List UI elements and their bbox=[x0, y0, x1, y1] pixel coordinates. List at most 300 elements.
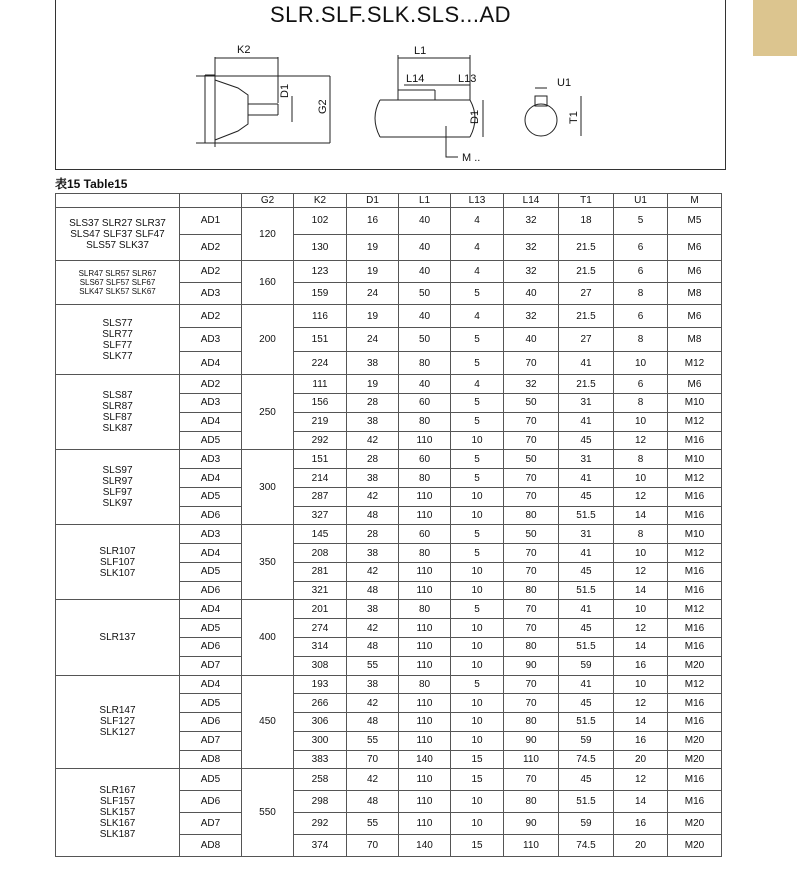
value-cell: M12 bbox=[668, 600, 722, 619]
value-cell: 5 bbox=[451, 675, 504, 694]
header-cell: L1 bbox=[399, 194, 451, 208]
value-cell: 51.5 bbox=[559, 506, 614, 525]
value-cell: 12 bbox=[614, 562, 668, 581]
g2-cell: 450 bbox=[242, 675, 294, 769]
value-cell: 110 bbox=[399, 562, 451, 581]
value-cell: M8 bbox=[668, 283, 722, 305]
value-cell: 27 bbox=[559, 328, 614, 351]
value-cell: 21.5 bbox=[559, 234, 614, 261]
adapter-cell: AD5 bbox=[180, 769, 242, 791]
adapter-cell: AD2 bbox=[180, 375, 242, 394]
header-cell bbox=[180, 194, 242, 208]
value-cell: 70 bbox=[504, 487, 559, 506]
model-name: SLS47 SLF37 SLF47 bbox=[70, 228, 165, 240]
value-cell: 80 bbox=[399, 544, 451, 563]
value-cell: 70 bbox=[504, 619, 559, 638]
value-cell: 38 bbox=[347, 544, 399, 563]
value-cell: 10 bbox=[451, 731, 504, 750]
value-cell: 70 bbox=[504, 694, 559, 713]
value-cell: M12 bbox=[668, 469, 722, 488]
value-cell: 80 bbox=[504, 581, 559, 600]
value-cell: 4 bbox=[451, 208, 504, 235]
value-cell: M20 bbox=[668, 656, 722, 675]
value-cell: 12 bbox=[614, 769, 668, 791]
value-cell: 123 bbox=[294, 261, 347, 283]
value-cell: 110 bbox=[399, 694, 451, 713]
value-cell: 12 bbox=[614, 431, 668, 450]
adapter-cell: AD3 bbox=[180, 394, 242, 413]
value-cell: 8 bbox=[614, 394, 668, 413]
value-cell: 130 bbox=[294, 234, 347, 261]
value-cell: 45 bbox=[559, 431, 614, 450]
value-cell: 42 bbox=[347, 769, 399, 791]
table-row bbox=[56, 261, 722, 283]
adapter-cell: AD6 bbox=[180, 713, 242, 732]
value-cell: 80 bbox=[504, 713, 559, 732]
value-cell: 16 bbox=[614, 731, 668, 750]
adapter-cell: AD4 bbox=[180, 469, 242, 488]
model-name: SLS57 SLK37 bbox=[86, 239, 149, 251]
value-cell: 159 bbox=[294, 283, 347, 305]
value-cell: M16 bbox=[668, 638, 722, 657]
value-cell: 321 bbox=[294, 581, 347, 600]
value-cell: 15 bbox=[451, 750, 504, 769]
value-cell: 8 bbox=[614, 328, 668, 351]
value-cell: 6 bbox=[614, 261, 668, 283]
value-cell: M12 bbox=[668, 351, 722, 374]
adapter-cell: AD4 bbox=[180, 544, 242, 563]
value-cell: 70 bbox=[504, 351, 559, 374]
model-name: SLR107 bbox=[99, 545, 136, 557]
value-cell: 19 bbox=[347, 234, 399, 261]
adapter-cell: AD6 bbox=[180, 638, 242, 657]
header-cell bbox=[56, 194, 180, 208]
value-cell: 14 bbox=[614, 791, 668, 813]
value-cell: 80 bbox=[399, 469, 451, 488]
model-name: SLS67 SLF57 SLF67 bbox=[79, 278, 156, 288]
value-cell: 110 bbox=[399, 813, 451, 835]
value-cell: 80 bbox=[399, 675, 451, 694]
value-cell: 110 bbox=[399, 769, 451, 791]
value-cell: 208 bbox=[294, 544, 347, 563]
value-cell: 70 bbox=[504, 675, 559, 694]
header-cell: K2 bbox=[294, 194, 347, 208]
value-cell: 10 bbox=[451, 506, 504, 525]
table-row bbox=[56, 675, 722, 694]
adapter-cell: AD2 bbox=[180, 261, 242, 283]
value-cell: 28 bbox=[347, 525, 399, 544]
model-name: SLF97 bbox=[102, 487, 133, 499]
value-cell: 80 bbox=[504, 506, 559, 525]
model-name: SLF107 bbox=[99, 556, 136, 568]
g2-cell: 350 bbox=[242, 525, 294, 600]
value-cell: 32 bbox=[504, 375, 559, 394]
value-cell: 32 bbox=[504, 261, 559, 283]
value-cell: 258 bbox=[294, 769, 347, 791]
value-cell: 60 bbox=[399, 450, 451, 469]
value-cell: 5 bbox=[451, 412, 504, 431]
value-cell: 308 bbox=[294, 656, 347, 675]
value-cell: 140 bbox=[399, 835, 451, 857]
model-list-cell bbox=[56, 375, 180, 450]
dim-l14-label: L14 bbox=[406, 73, 425, 85]
value-cell: 16 bbox=[614, 656, 668, 675]
value-cell: 48 bbox=[347, 791, 399, 813]
dim-d1-mid-label: D1 bbox=[469, 109, 481, 124]
value-cell: 50 bbox=[504, 450, 559, 469]
value-cell: 20 bbox=[614, 835, 668, 857]
adapter-cell: AD4 bbox=[180, 351, 242, 374]
model-name: SLK47 SLK57 SLK67 bbox=[79, 287, 156, 297]
adapter-cell: AD5 bbox=[180, 619, 242, 638]
value-cell: M20 bbox=[668, 750, 722, 769]
value-cell: M10 bbox=[668, 450, 722, 469]
adapter-cell: AD5 bbox=[180, 562, 242, 581]
model-list-cell bbox=[56, 525, 180, 600]
g2-cell: 400 bbox=[242, 600, 294, 675]
model-name: SLK167 bbox=[99, 818, 136, 830]
value-cell: 51.5 bbox=[559, 713, 614, 732]
value-cell: 5 bbox=[451, 351, 504, 374]
value-cell: 5 bbox=[451, 394, 504, 413]
value-cell: 90 bbox=[504, 731, 559, 750]
value-cell: 41 bbox=[559, 412, 614, 431]
adapter-cell: AD6 bbox=[180, 791, 242, 813]
adapter-cell: AD2 bbox=[180, 234, 242, 261]
value-cell: 5 bbox=[451, 328, 504, 351]
adapter-cell: AD4 bbox=[180, 675, 242, 694]
value-cell: 70 bbox=[347, 835, 399, 857]
value-cell: 10 bbox=[451, 656, 504, 675]
adapter-cell: AD7 bbox=[180, 731, 242, 750]
value-cell: 374 bbox=[294, 835, 347, 857]
value-cell: 20 bbox=[614, 750, 668, 769]
value-cell: 41 bbox=[559, 469, 614, 488]
value-cell: 42 bbox=[347, 431, 399, 450]
model-list-cell bbox=[56, 208, 180, 261]
value-cell: M6 bbox=[668, 304, 722, 327]
header-row bbox=[56, 194, 722, 208]
value-cell: M16 bbox=[668, 562, 722, 581]
value-cell: 314 bbox=[294, 638, 347, 657]
value-cell: 300 bbox=[294, 731, 347, 750]
value-cell: 51.5 bbox=[559, 581, 614, 600]
value-cell: 193 bbox=[294, 675, 347, 694]
value-cell: 219 bbox=[294, 412, 347, 431]
value-cell: 74.5 bbox=[559, 750, 614, 769]
adapter-cell: AD1 bbox=[180, 208, 242, 235]
value-cell: 50 bbox=[504, 394, 559, 413]
header-cell: D1 bbox=[347, 194, 399, 208]
value-cell: 40 bbox=[399, 208, 451, 235]
value-cell: 10 bbox=[451, 431, 504, 450]
value-cell: 110 bbox=[504, 835, 559, 857]
value-cell: 60 bbox=[399, 525, 451, 544]
value-cell: 24 bbox=[347, 328, 399, 351]
value-cell: 292 bbox=[294, 431, 347, 450]
value-cell: 16 bbox=[614, 813, 668, 835]
model-list-cell bbox=[56, 450, 180, 525]
g2-cell: 160 bbox=[242, 261, 294, 305]
value-cell: 151 bbox=[294, 450, 347, 469]
value-cell: 32 bbox=[504, 304, 559, 327]
adapter-cell: AD7 bbox=[180, 656, 242, 675]
value-cell: 41 bbox=[559, 351, 614, 374]
value-cell: 19 bbox=[347, 304, 399, 327]
adapter-cell: AD5 bbox=[180, 694, 242, 713]
value-cell: 70 bbox=[504, 431, 559, 450]
adapter-cell: AD8 bbox=[180, 750, 242, 769]
value-cell: 90 bbox=[504, 656, 559, 675]
adapter-cell: AD2 bbox=[180, 304, 242, 327]
value-cell: 74.5 bbox=[559, 835, 614, 857]
adapter-cell: AD5 bbox=[180, 431, 242, 450]
model-name: SLK157 bbox=[99, 807, 136, 819]
value-cell: 59 bbox=[559, 656, 614, 675]
value-cell: 38 bbox=[347, 412, 399, 431]
value-cell: 21.5 bbox=[559, 304, 614, 327]
value-cell: 42 bbox=[347, 619, 399, 638]
value-cell: 19 bbox=[347, 261, 399, 283]
value-cell: 140 bbox=[399, 750, 451, 769]
header-cell: L13 bbox=[451, 194, 504, 208]
value-cell: 116 bbox=[294, 304, 347, 327]
adapter-cell: AD4 bbox=[180, 412, 242, 431]
dimension-drawing bbox=[0, 0, 797, 172]
model-name: SLK127 bbox=[99, 727, 136, 739]
value-cell: 12 bbox=[614, 619, 668, 638]
value-cell: 80 bbox=[399, 351, 451, 374]
value-cell: 45 bbox=[559, 694, 614, 713]
g2-cell: 200 bbox=[242, 304, 294, 374]
model-name: SLR87 bbox=[102, 401, 133, 413]
value-cell: 40 bbox=[399, 234, 451, 261]
dim-d1-label: D1 bbox=[279, 83, 291, 98]
value-cell: 14 bbox=[614, 638, 668, 657]
value-cell: M16 bbox=[668, 694, 722, 713]
value-cell: 10 bbox=[451, 694, 504, 713]
value-cell: 27 bbox=[559, 283, 614, 305]
value-cell: 45 bbox=[559, 769, 614, 791]
value-cell: 21.5 bbox=[559, 375, 614, 394]
value-cell: 31 bbox=[559, 450, 614, 469]
value-cell: 70 bbox=[504, 600, 559, 619]
value-cell: M16 bbox=[668, 713, 722, 732]
value-cell: 14 bbox=[614, 506, 668, 525]
adapter-cell: AD3 bbox=[180, 283, 242, 305]
value-cell: 4 bbox=[451, 375, 504, 394]
value-cell: 281 bbox=[294, 562, 347, 581]
value-cell: M16 bbox=[668, 431, 722, 450]
value-cell: 110 bbox=[399, 731, 451, 750]
model-name: SLS87 bbox=[102, 390, 133, 402]
model-name: SLF87 bbox=[102, 412, 133, 424]
value-cell: 10 bbox=[451, 791, 504, 813]
value-cell: M20 bbox=[668, 731, 722, 750]
page-title: SLR.SLF.SLK.SLS...AD bbox=[269, 2, 512, 27]
value-cell: 5 bbox=[451, 544, 504, 563]
value-cell: 10 bbox=[451, 638, 504, 657]
value-cell: 42 bbox=[347, 562, 399, 581]
value-cell: 40 bbox=[399, 375, 451, 394]
value-cell: 5 bbox=[451, 450, 504, 469]
value-cell: 10 bbox=[451, 562, 504, 581]
value-cell: 31 bbox=[559, 394, 614, 413]
value-cell: 55 bbox=[347, 813, 399, 835]
value-cell: 80 bbox=[504, 638, 559, 657]
value-cell: 50 bbox=[399, 283, 451, 305]
value-cell: 50 bbox=[399, 328, 451, 351]
model-name: SLK87 bbox=[102, 423, 133, 435]
value-cell: M16 bbox=[668, 506, 722, 525]
value-cell: 48 bbox=[347, 506, 399, 525]
value-cell: 5 bbox=[451, 525, 504, 544]
value-cell: M16 bbox=[668, 791, 722, 813]
model-name: SLR47 SLR57 SLR67 bbox=[78, 269, 157, 279]
adapter-cell: AD3 bbox=[180, 328, 242, 351]
value-cell: 224 bbox=[294, 351, 347, 374]
table-row bbox=[56, 208, 722, 235]
adapter-cell: AD6 bbox=[180, 581, 242, 600]
value-cell: 110 bbox=[399, 506, 451, 525]
value-cell: 38 bbox=[347, 675, 399, 694]
table-body bbox=[56, 208, 722, 857]
value-cell: 50 bbox=[504, 525, 559, 544]
value-cell: 8 bbox=[614, 525, 668, 544]
value-cell: 70 bbox=[504, 469, 559, 488]
value-cell: M6 bbox=[668, 234, 722, 261]
adapter-cell: AD7 bbox=[180, 813, 242, 835]
model-name: SLF157 bbox=[99, 796, 136, 808]
value-cell: 102 bbox=[294, 208, 347, 235]
adapter-cell: AD6 bbox=[180, 506, 242, 525]
value-cell: 274 bbox=[294, 619, 347, 638]
value-cell: 59 bbox=[559, 731, 614, 750]
value-cell: 110 bbox=[399, 619, 451, 638]
value-cell: 4 bbox=[451, 261, 504, 283]
value-cell: 110 bbox=[399, 487, 451, 506]
value-cell: 51.5 bbox=[559, 791, 614, 813]
value-cell: 5 bbox=[451, 600, 504, 619]
value-cell: 6 bbox=[614, 234, 668, 261]
value-cell: 266 bbox=[294, 694, 347, 713]
table-row bbox=[56, 450, 722, 469]
value-cell: 110 bbox=[399, 791, 451, 813]
value-cell: 45 bbox=[559, 619, 614, 638]
value-cell: 41 bbox=[559, 600, 614, 619]
value-cell: 14 bbox=[614, 713, 668, 732]
dim-k2-label: K2 bbox=[237, 44, 251, 56]
value-cell: 298 bbox=[294, 791, 347, 813]
value-cell: M20 bbox=[668, 813, 722, 835]
value-cell: M16 bbox=[668, 619, 722, 638]
value-cell: 31 bbox=[559, 525, 614, 544]
value-cell: 24 bbox=[347, 283, 399, 305]
value-cell: 306 bbox=[294, 713, 347, 732]
value-cell: 6 bbox=[614, 375, 668, 394]
value-cell: 145 bbox=[294, 525, 347, 544]
value-cell: 4 bbox=[451, 304, 504, 327]
model-name: SLS77 bbox=[102, 317, 133, 329]
value-cell: 60 bbox=[399, 394, 451, 413]
value-cell: 10 bbox=[451, 713, 504, 732]
value-cell: 6 bbox=[614, 304, 668, 327]
value-cell: 32 bbox=[504, 234, 559, 261]
model-name: SLR77 bbox=[102, 328, 133, 340]
value-cell: M5 bbox=[668, 208, 722, 235]
value-cell: 110 bbox=[399, 431, 451, 450]
model-name: SLF77 bbox=[102, 339, 133, 351]
model-list-cell bbox=[56, 675, 180, 769]
value-cell: 12 bbox=[614, 487, 668, 506]
value-cell: 42 bbox=[347, 487, 399, 506]
value-cell: 110 bbox=[399, 638, 451, 657]
value-cell: 111 bbox=[294, 375, 347, 394]
value-cell: 8 bbox=[614, 450, 668, 469]
value-cell: 19 bbox=[347, 375, 399, 394]
value-cell: 16 bbox=[347, 208, 399, 235]
model-list-cell bbox=[56, 304, 180, 374]
value-cell: 14 bbox=[614, 581, 668, 600]
dim-t1-label: T1 bbox=[568, 111, 580, 124]
value-cell: 40 bbox=[399, 304, 451, 327]
value-cell: 18 bbox=[559, 208, 614, 235]
value-cell: 70 bbox=[504, 544, 559, 563]
value-cell: 201 bbox=[294, 600, 347, 619]
value-cell: 28 bbox=[347, 394, 399, 413]
adapter-cell: AD3 bbox=[180, 450, 242, 469]
model-name: SLK107 bbox=[99, 567, 136, 579]
value-cell: 5 bbox=[614, 208, 668, 235]
model-list-cell bbox=[56, 261, 180, 305]
adapter-cell: AD4 bbox=[180, 600, 242, 619]
value-cell: M12 bbox=[668, 544, 722, 563]
model-name: SLR137 bbox=[99, 632, 136, 644]
model-name: SLR97 bbox=[102, 476, 133, 488]
value-cell: 55 bbox=[347, 731, 399, 750]
g2-cell: 250 bbox=[242, 375, 294, 450]
adapter-cell: AD5 bbox=[180, 487, 242, 506]
value-cell: 10 bbox=[451, 487, 504, 506]
table-caption: 表15 Table15 bbox=[55, 177, 128, 191]
value-cell: 38 bbox=[347, 600, 399, 619]
value-cell: 10 bbox=[451, 619, 504, 638]
value-cell: 5 bbox=[451, 469, 504, 488]
value-cell: 90 bbox=[504, 813, 559, 835]
value-cell: 383 bbox=[294, 750, 347, 769]
adapter-cell: AD3 bbox=[180, 525, 242, 544]
model-name: SLF127 bbox=[99, 716, 136, 728]
model-name: SLK77 bbox=[102, 350, 133, 362]
model-list-cell bbox=[56, 769, 180, 857]
value-cell: M10 bbox=[668, 394, 722, 413]
value-cell: 12 bbox=[614, 694, 668, 713]
value-cell: 15 bbox=[451, 769, 504, 791]
value-cell: 80 bbox=[399, 412, 451, 431]
value-cell: 110 bbox=[399, 713, 451, 732]
value-cell: 40 bbox=[504, 328, 559, 351]
value-cell: 5 bbox=[451, 283, 504, 305]
value-cell: M16 bbox=[668, 487, 722, 506]
dim-m-label: M .. bbox=[462, 152, 481, 164]
value-cell: M12 bbox=[668, 412, 722, 431]
value-cell: 10 bbox=[614, 600, 668, 619]
g2-cell: 300 bbox=[242, 450, 294, 525]
value-cell: 156 bbox=[294, 394, 347, 413]
value-cell: 28 bbox=[347, 450, 399, 469]
value-cell: M6 bbox=[668, 375, 722, 394]
value-cell: 51.5 bbox=[559, 638, 614, 657]
